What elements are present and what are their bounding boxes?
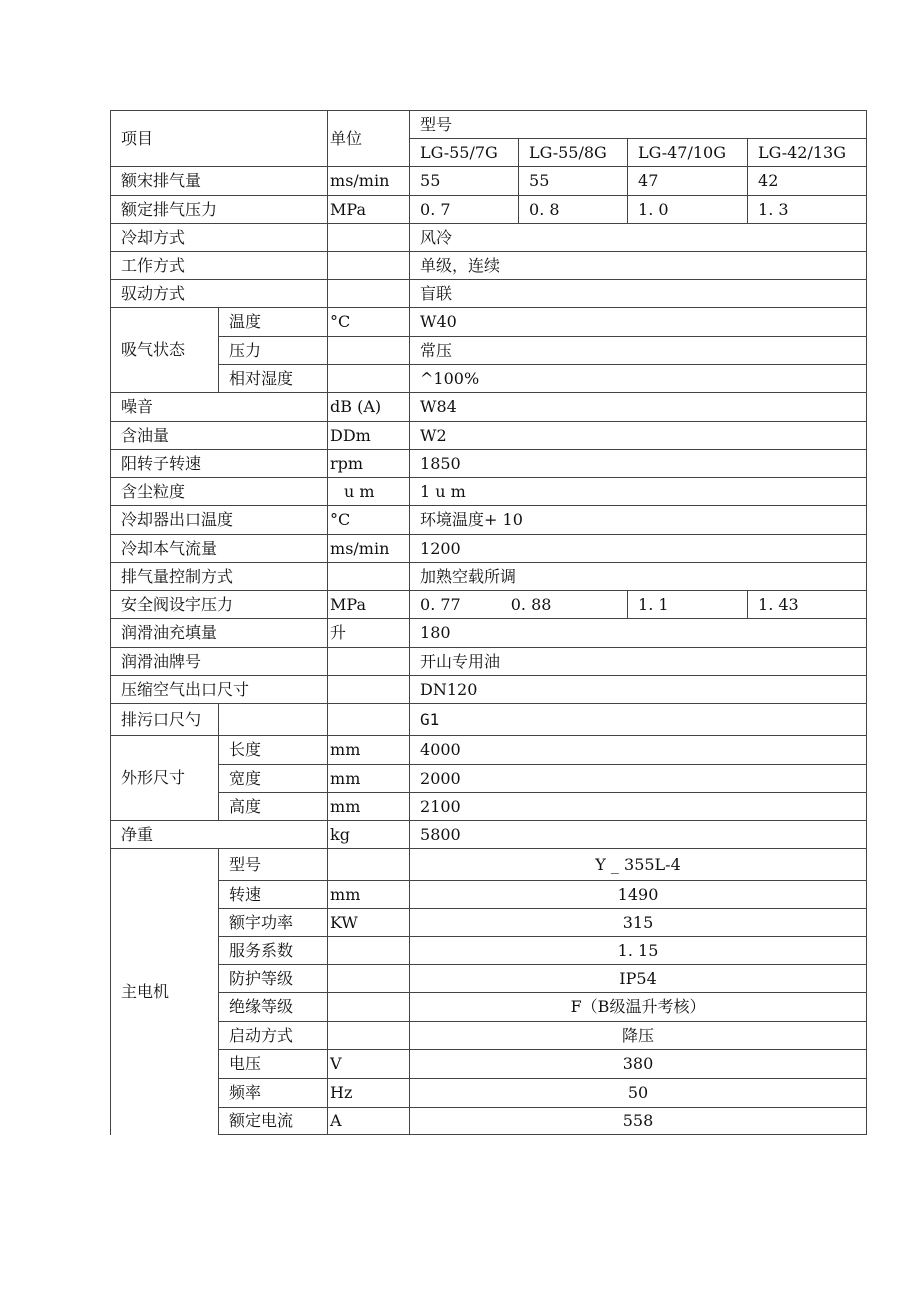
row-value: W40 xyxy=(410,308,867,337)
sub-label: 服务系数 xyxy=(219,937,328,965)
row-unit: °C xyxy=(328,506,410,535)
row-value: 降压 xyxy=(410,1022,867,1050)
table-row xyxy=(111,308,867,337)
row-label: 冷却本气流量 xyxy=(111,535,328,563)
table-row xyxy=(111,704,867,736)
sub-label: 型号 xyxy=(219,849,328,881)
table-row xyxy=(111,1050,867,1079)
row-unit: KW xyxy=(328,909,410,937)
table-row xyxy=(111,591,867,619)
sub-label: 额宇功率 xyxy=(219,909,328,937)
row-value: 常压 xyxy=(410,337,867,365)
table-row xyxy=(111,648,867,676)
model-name: LG-55/7G xyxy=(410,139,519,167)
table-row xyxy=(111,280,867,308)
table-row xyxy=(111,1022,867,1050)
sub-label: 宽度 xyxy=(219,765,328,793)
row-unit: MPa xyxy=(328,196,410,224)
row-value: 1. 43 xyxy=(748,591,867,619)
row-value: 380 xyxy=(410,1050,867,1079)
table-row xyxy=(111,393,867,422)
table-row xyxy=(111,1108,867,1135)
row-unit: mm xyxy=(328,881,410,909)
row-value: W2 xyxy=(410,422,867,450)
header-row xyxy=(111,111,867,139)
group-label: 吸气状态 xyxy=(111,308,219,393)
row-unit xyxy=(328,365,410,393)
row-value: 558 xyxy=(410,1108,867,1135)
sub-label: 相对湿度 xyxy=(219,365,328,393)
row-value: 4000 xyxy=(410,736,867,765)
table-row xyxy=(111,252,867,280)
row-label: 冷却器出口温度 xyxy=(111,506,328,535)
row-label: 额定排气压力 xyxy=(111,196,328,224)
row-unit xyxy=(328,704,410,736)
row-value: 1200 xyxy=(410,535,867,563)
table-row xyxy=(111,676,867,704)
row-unit xyxy=(328,937,410,965)
table-row xyxy=(111,993,867,1022)
row-unit: mm xyxy=(328,736,410,765)
row-unit xyxy=(328,563,410,591)
row-unit: mm xyxy=(328,765,410,793)
row-value: 180 xyxy=(410,619,867,648)
row-value: 0. 7 xyxy=(410,196,519,224)
table-row xyxy=(111,821,867,849)
row-label: 润滑油牌号 xyxy=(111,648,328,676)
table-row xyxy=(111,450,867,478)
row-unit: V xyxy=(328,1050,410,1079)
row-unit xyxy=(328,965,410,993)
row-value: 1. 15 xyxy=(410,937,867,965)
sub-label: 电压 xyxy=(219,1050,328,1079)
sub-label: 启动方式 xyxy=(219,1022,328,1050)
row-unit: Hz xyxy=(328,1079,410,1108)
table-row xyxy=(111,736,867,765)
row-unit: °C xyxy=(328,308,410,337)
row-unit xyxy=(328,993,410,1022)
table-row xyxy=(111,619,867,648)
row-unit xyxy=(328,648,410,676)
row-unit: kg xyxy=(328,821,410,849)
sub-label: 频率 xyxy=(219,1079,328,1108)
row-value: 0. 88 xyxy=(510,594,552,614)
row-value-pair xyxy=(410,591,628,619)
table-row xyxy=(111,337,867,365)
row-value: 315 xyxy=(410,909,867,937)
row-label: 净重 xyxy=(111,821,328,849)
row-value: 1490 xyxy=(410,881,867,909)
row-unit: mm xyxy=(328,793,410,821)
row-unit xyxy=(328,337,410,365)
row-label: 工作方式 xyxy=(111,252,328,280)
row-value: 1. 0 xyxy=(628,196,748,224)
row-value: 42 xyxy=(748,167,867,196)
table-row xyxy=(111,909,867,937)
row-unit: MPa xyxy=(328,591,410,619)
group-label: 主电机 xyxy=(111,849,219,1135)
table-row xyxy=(111,422,867,450)
model-header: 型号 xyxy=(410,111,867,139)
row-unit: rpm xyxy=(328,450,410,478)
row-value: IP54 xyxy=(410,965,867,993)
row-value: 50 xyxy=(410,1079,867,1108)
row-value: 1. 3 xyxy=(748,196,867,224)
table-row xyxy=(111,1079,867,1108)
sub-label: 压力 xyxy=(219,337,328,365)
group-label: 外形尺寸 xyxy=(111,736,219,821)
row-label: 含尘粒度 xyxy=(111,478,328,506)
row-value: 单级，连续 xyxy=(410,252,867,280)
row-value: 5800 xyxy=(410,821,867,849)
row-label: 驭动方式 xyxy=(111,280,328,308)
row-unit xyxy=(328,1022,410,1050)
table-row xyxy=(111,881,867,909)
sub-label: 防护等级 xyxy=(219,965,328,993)
row-value: 2100 xyxy=(410,793,867,821)
sub-label: 高度 xyxy=(219,793,328,821)
unit-header: 单位 xyxy=(328,111,410,167)
table-row xyxy=(111,196,867,224)
row-value: 环境温度+ 10 xyxy=(410,506,867,535)
row-value: G1 xyxy=(410,704,867,736)
row-unit: u m xyxy=(328,478,410,506)
row-label-blank xyxy=(219,704,328,736)
row-unit: ms/min xyxy=(328,535,410,563)
sub-label: 温度 xyxy=(219,308,328,337)
row-value: 55 xyxy=(519,167,628,196)
row-unit: DDm xyxy=(328,422,410,450)
table-row xyxy=(111,506,867,535)
table-row xyxy=(111,224,867,252)
row-value: 开山专用油 xyxy=(410,648,867,676)
item-header: 项目 xyxy=(111,111,328,167)
row-label: 噪音 xyxy=(111,393,328,422)
spec-table xyxy=(110,110,867,1135)
row-value: 2000 xyxy=(410,765,867,793)
row-label: 含油量 xyxy=(111,422,328,450)
row-value: 47 xyxy=(628,167,748,196)
row-value: ^100% xyxy=(410,365,867,393)
row-label: 安全阀设宇压力 xyxy=(111,591,328,619)
sub-label: 额定电流 xyxy=(219,1108,328,1135)
row-label: 排气量控制方式 xyxy=(111,563,328,591)
model-name: LG-55/8G xyxy=(519,139,628,167)
table-row xyxy=(111,563,867,591)
model-name: LG-47/10G xyxy=(628,139,748,167)
sub-label: 长度 xyxy=(219,736,328,765)
row-value: 1 u m xyxy=(410,478,867,506)
row-label: 润滑油充填量 xyxy=(111,619,328,648)
row-value: 1. 1 xyxy=(628,591,748,619)
row-unit: dB (A) xyxy=(328,393,410,422)
row-label: 冷却方式 xyxy=(111,224,328,252)
row-unit: 升 xyxy=(328,619,410,648)
row-value: 0. 77 xyxy=(420,594,461,614)
table-row xyxy=(111,535,867,563)
row-unit: A xyxy=(328,1108,410,1135)
row-unit xyxy=(328,224,410,252)
row-unit xyxy=(328,280,410,308)
table-row xyxy=(111,365,867,393)
row-unit: ms/min xyxy=(328,167,410,196)
row-unit xyxy=(328,252,410,280)
row-value: DN120 xyxy=(410,676,867,704)
row-label: 排污口尺勺 xyxy=(111,704,219,736)
sub-label: 绝缘等级 xyxy=(219,993,328,1022)
sub-label: 转速 xyxy=(219,881,328,909)
row-label: 阳转子转速 xyxy=(111,450,328,478)
row-label: 压缩空气出口尺寸 xyxy=(111,676,328,704)
row-value: Y _ 355L-4 xyxy=(410,849,867,881)
row-value: 0. 8 xyxy=(519,196,628,224)
row-value: 55 xyxy=(410,167,519,196)
table-row xyxy=(111,793,867,821)
table-row xyxy=(111,765,867,793)
table-row xyxy=(111,937,867,965)
row-unit xyxy=(328,849,410,881)
table-row xyxy=(111,849,867,881)
row-value: 1850 xyxy=(410,450,867,478)
row-value: W84 xyxy=(410,393,867,422)
table-row xyxy=(111,478,867,506)
row-value: F（B级温升考核） xyxy=(410,993,867,1022)
model-name: LG-42/13G xyxy=(748,139,867,167)
table-row xyxy=(111,167,867,196)
table-row xyxy=(111,965,867,993)
row-value: 盲联 xyxy=(410,280,867,308)
row-unit xyxy=(328,676,410,704)
row-value: 加熟空载所调 xyxy=(410,563,867,591)
row-label: 额宋排气量 xyxy=(111,167,328,196)
row-value: 风冷 xyxy=(410,224,867,252)
